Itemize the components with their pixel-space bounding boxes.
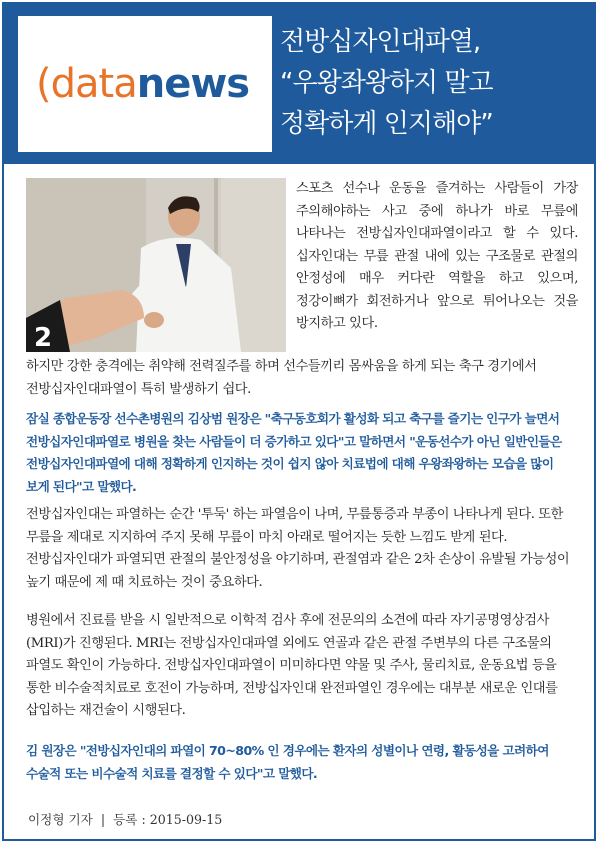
datanews-logo[interactable] (36, 60, 249, 108)
byline-separator: | (100, 812, 106, 827)
article-frame (2, 2, 596, 841)
quote-1: 잠실 종합운동장 선수촌병원의 김상범 원장은 "축구동호회가 활성화 되고 축구를 즐기는 인구가 늘면서 전방십자인대파열로 병원을 찾는 사람들이 더 증가하고 있다"고 말하면서 "운동선수가 아닌 일반인들은 전방십자인대파열에 대해 정확하게 인지하는 것이 쉽지 않아 치료법에 대해 우왕좌왕하는 모습을 많이 보게 된다"고 말했다. (26, 411, 562, 494)
headline-line1: 전방십자인대파열, (280, 27, 481, 57)
paragraph-2: 전방십자인대는 파열하는 순간 '투둑' 하는 파열음이 나며, 무릎통증과 부종이 나타나게 된다. 또한 무릎을 제대로 지지하여 주지 못해 무릎이 마치 아래로 떨어지는 듯한 느낌도 받게 된다. 전방십자인대가 파열되면 관절의 불안정성을 야기하며, 관절염과 같은 2차 손상이 유발될 가능성이 높기 때문에 제 때 치료하는 것이 중요하다. (26, 507, 570, 590)
headline (280, 22, 586, 145)
logo-news: news (136, 61, 250, 107)
publish-date: 등록 : 2015-09-15 (113, 812, 223, 827)
paragraph-3: 병원에서 진료를 받을 시 일반적으로 이학적 검사 후에 전문의의 소견에 따라 자기공명영상검사(MRI)가 진행된다. MRI는 전방십자인대파열 외에도 연골과 같은 관절 주변부의 다른 구조물의 파열도 확인이 가능하다. 전방십자인대파열이 미미하다면 약물 및 주사, 물리치료, 운동요법 등을 통한 비수술적치료로 호전이 가능하며, 전방십자인대 완전파열인 경우에는 대부분 새로운 인대를 삽입하는 재건술이 시행된다. (26, 613, 558, 718)
byline (26, 809, 224, 828)
headline-line3: 정확하게 인지해야” (280, 109, 493, 139)
svg-text:2: 2 (34, 323, 53, 352)
paragraph-1-continued: 하지만 강한 충격에는 취약해 전력질주를 하며 선수들끼리 몸싸움을 하게 되는 축구 경기에서 전방십자인대파열이 특히 발생하기 쉽다. (26, 359, 537, 397)
header-banner (4, 4, 594, 164)
paragraph-1: 스포츠 선수나 운동을 즐겨하는 사람들이 가장 주의해야하는 사고 중에 하나가 바로 무릎에 나타나는 전방십자인대파열이라고 할 수 있다. 십자인대는 무릎 관절 내에 있는 구조물로 관절의 안정성에 매우 커다란 역할을 하고 있으며, 정강이뼈가 회전하거나 앞으로 튀어나오는 것을 방지하고 있다. (296, 181, 578, 331)
article-body (4, 164, 594, 839)
doctor-knee-exam-image (26, 178, 286, 352)
headline-line2: “우왕좌왕하지 말고 (280, 68, 493, 98)
quote-2: 김 원장은 "전방십자인대의 파열이 70~80% 인 경우에는 환자의 성별이나 연령, 활동성을 고려하여 수술적 또는 비수술적 치료를 결정할 수 있다"고 말했다. (26, 743, 549, 781)
logo-box (18, 16, 272, 152)
logo-data: data (50, 61, 137, 107)
logo-mark: ( (36, 61, 51, 107)
author-name: 이정형 기자 (28, 812, 93, 827)
article-photo (26, 178, 286, 352)
